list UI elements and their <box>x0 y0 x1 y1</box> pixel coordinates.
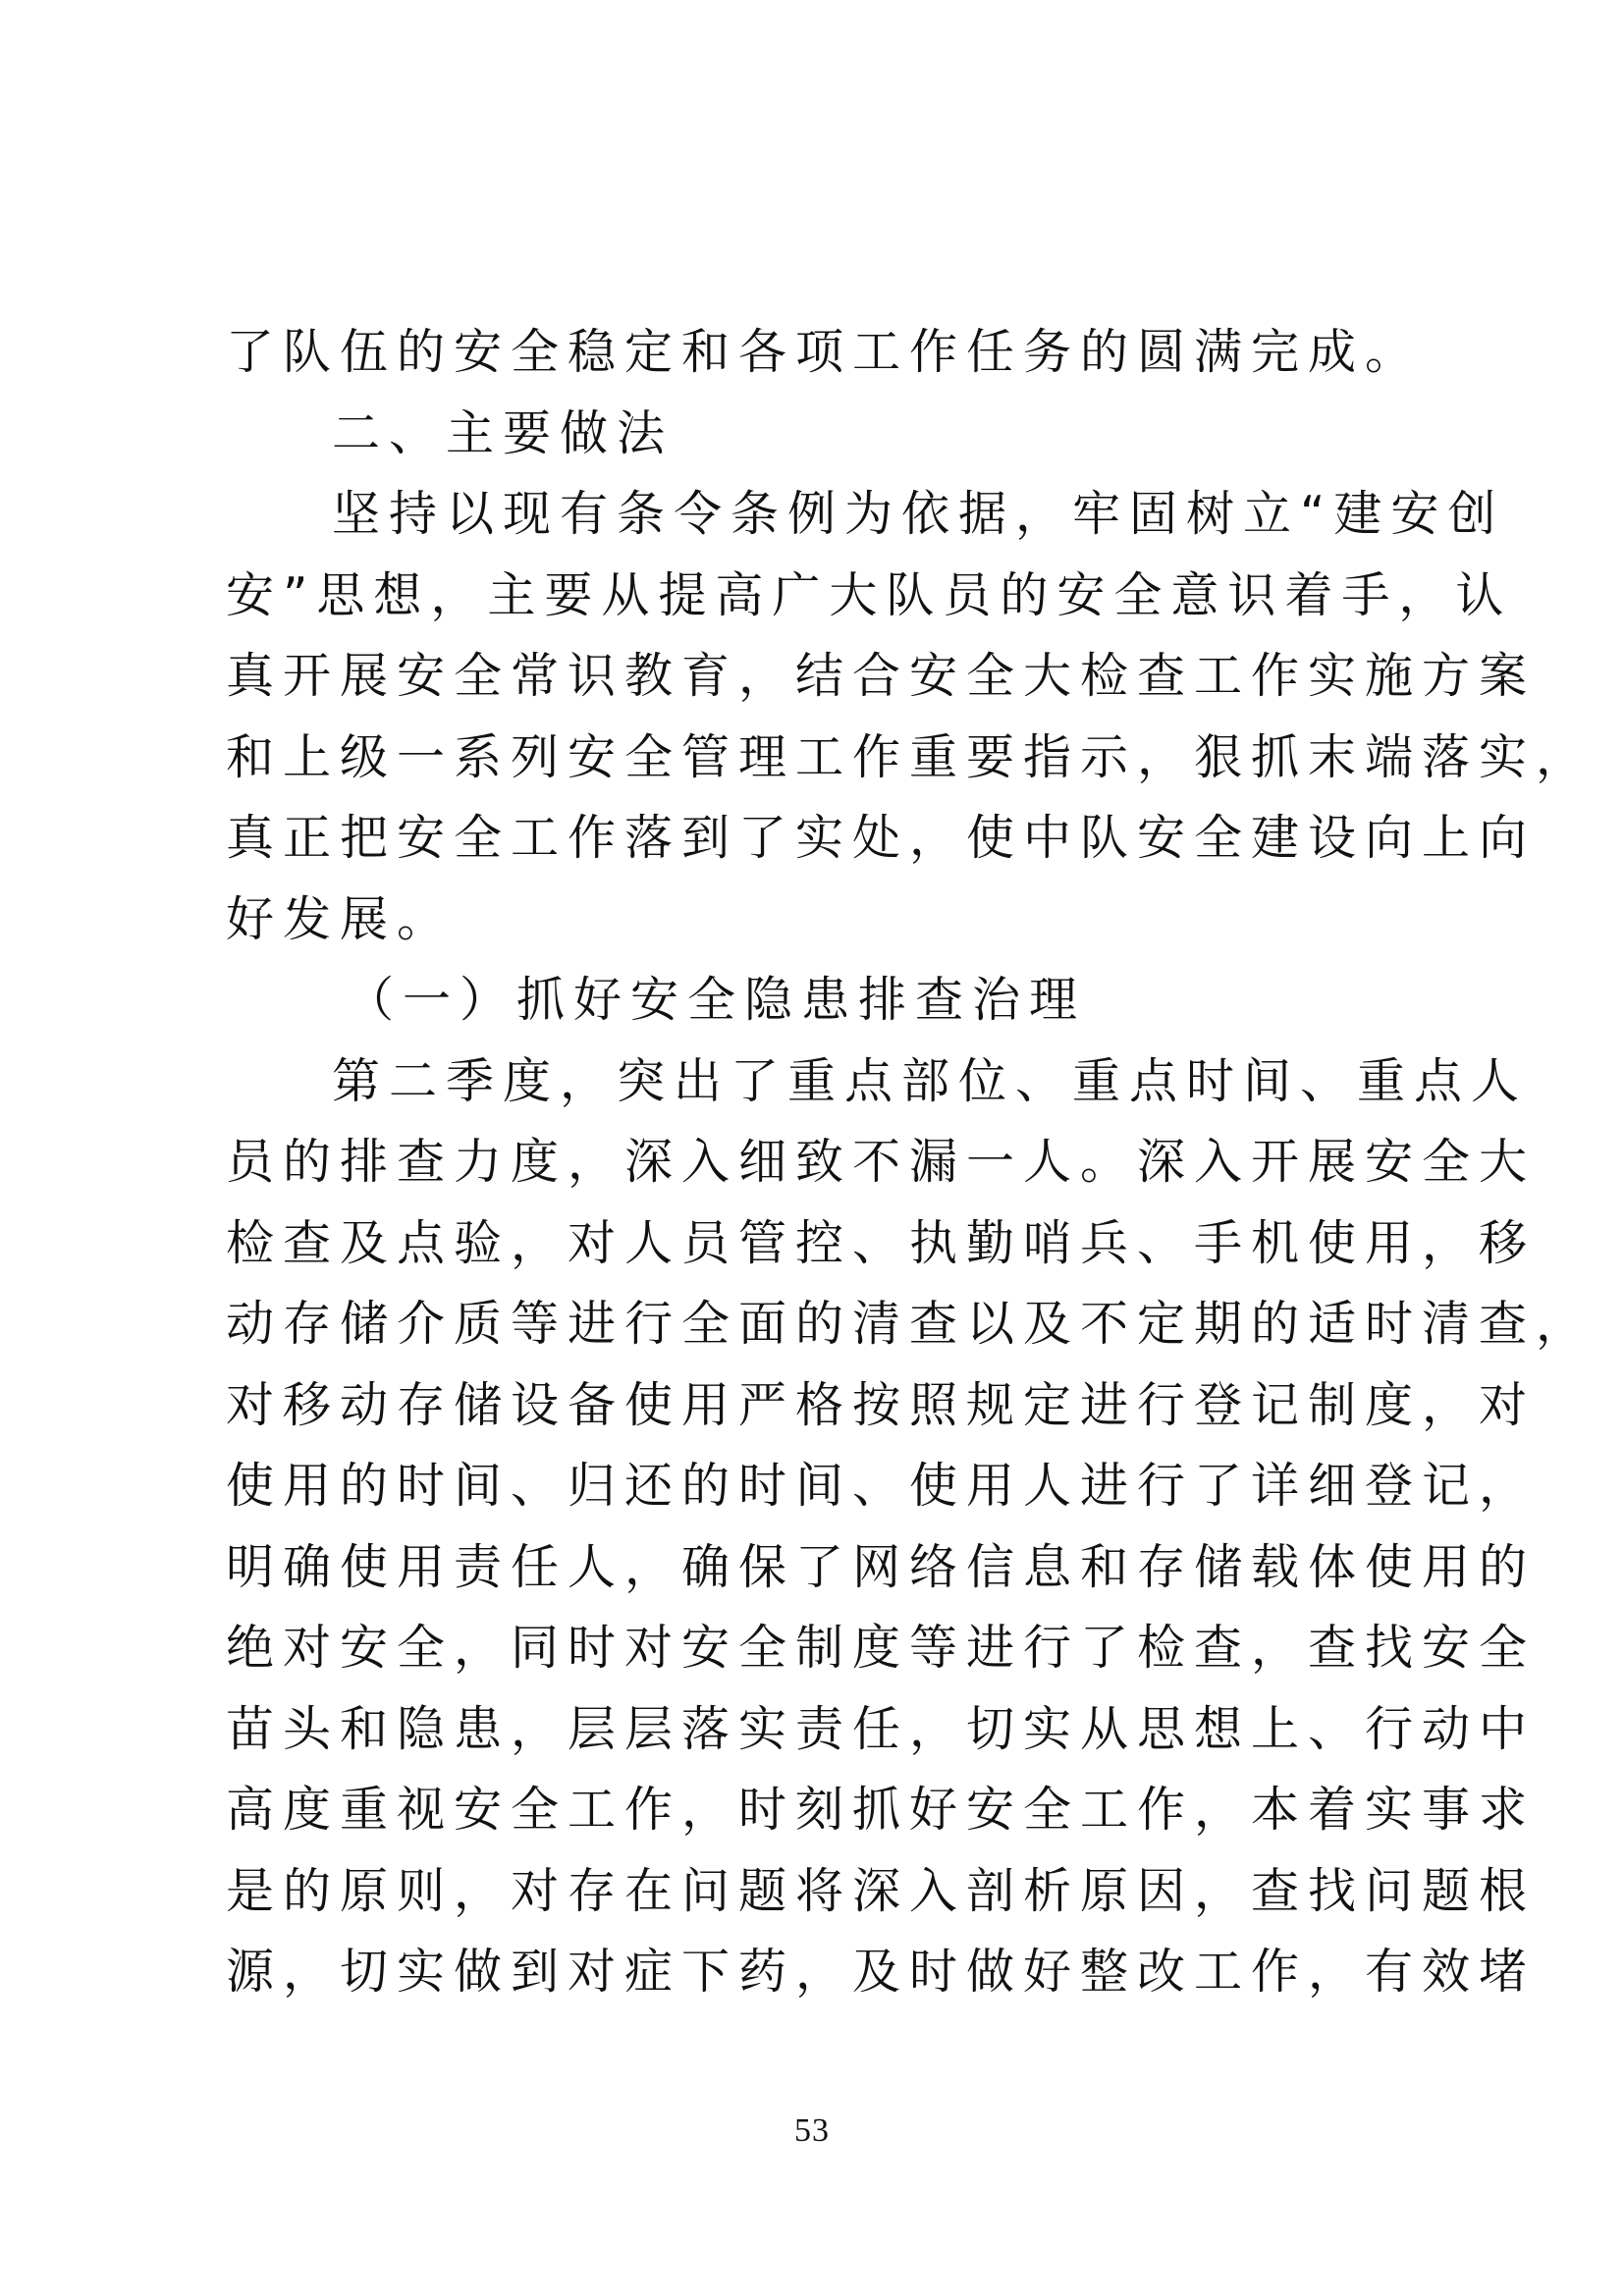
paragraph-line: 苗头和隐患，层层落实责任，切实从思想上、行动中 <box>226 1700 1537 1757</box>
paragraph-line: 明确使用责任人，确保了网络信息和存储载体使用的 <box>226 1538 1537 1595</box>
paragraph-line: 绝对安全，同时对安全制度等进行了检查，查找安全 <box>226 1620 1537 1676</box>
paragraph-line: 真正把安全工作落到了实处，使中队安全建设向上向 <box>226 810 1537 866</box>
paragraph-line: 真开展安全常识教育，结合安全大检查工作实施方案 <box>226 648 1537 704</box>
paragraph-line: 源，切实做到对症下药，及时做好整改工作，有效堵 <box>226 1944 1537 2000</box>
paragraph-line: 检查及点验，对人员管控、执勤哨兵、手机使用，移 <box>226 1214 1537 1271</box>
paragraph-line: 第二季度，突出了重点部位、重点时间、重点人 <box>332 1052 1529 1109</box>
paragraph-line: 使用的时间、归还的时间、使用人进行了详细登记， <box>226 1458 1537 1514</box>
paragraph-line: 对移动存储设备使用严格按照规定进行登记制度，对 <box>226 1376 1537 1433</box>
paragraph-line: 员的排查力度，深入细致不漏一人。深入开展安全大 <box>226 1134 1537 1190</box>
paragraph-line: 动存储介质等进行全面的清查以及不定期的适时清查， <box>226 1296 1594 1352</box>
page-number: 53 <box>794 2112 830 2149</box>
paragraph-line: 好发展。 <box>226 890 455 947</box>
paragraph-line: 高度重视安全工作，时刻抓好安全工作，本着实事求 <box>226 1782 1537 1838</box>
paragraph-line: 和上级一系列安全管理工作重要指示，狠抓末端落实， <box>226 728 1594 785</box>
body-text <box>226 312 1594 2013</box>
paragraph-line: 安”思想，主要从提高广大队员的安全意识着手，认 <box>226 566 1513 623</box>
paragraph-line-continuation: 了队伍的安全稳定和各项工作任务的圆满完成。 <box>226 324 1423 380</box>
section-heading: 二、主要做法 <box>332 404 675 461</box>
subsection-heading: （一）抓好安全隐患排查治理 <box>346 972 1087 1028</box>
paragraph-line: 坚持以现有条令条例为依据，牢固树立“建安创 <box>332 486 1505 542</box>
paragraph-line: 是的原则，对存在问题将深入剖析原因，查找问题根 <box>226 1862 1537 1919</box>
